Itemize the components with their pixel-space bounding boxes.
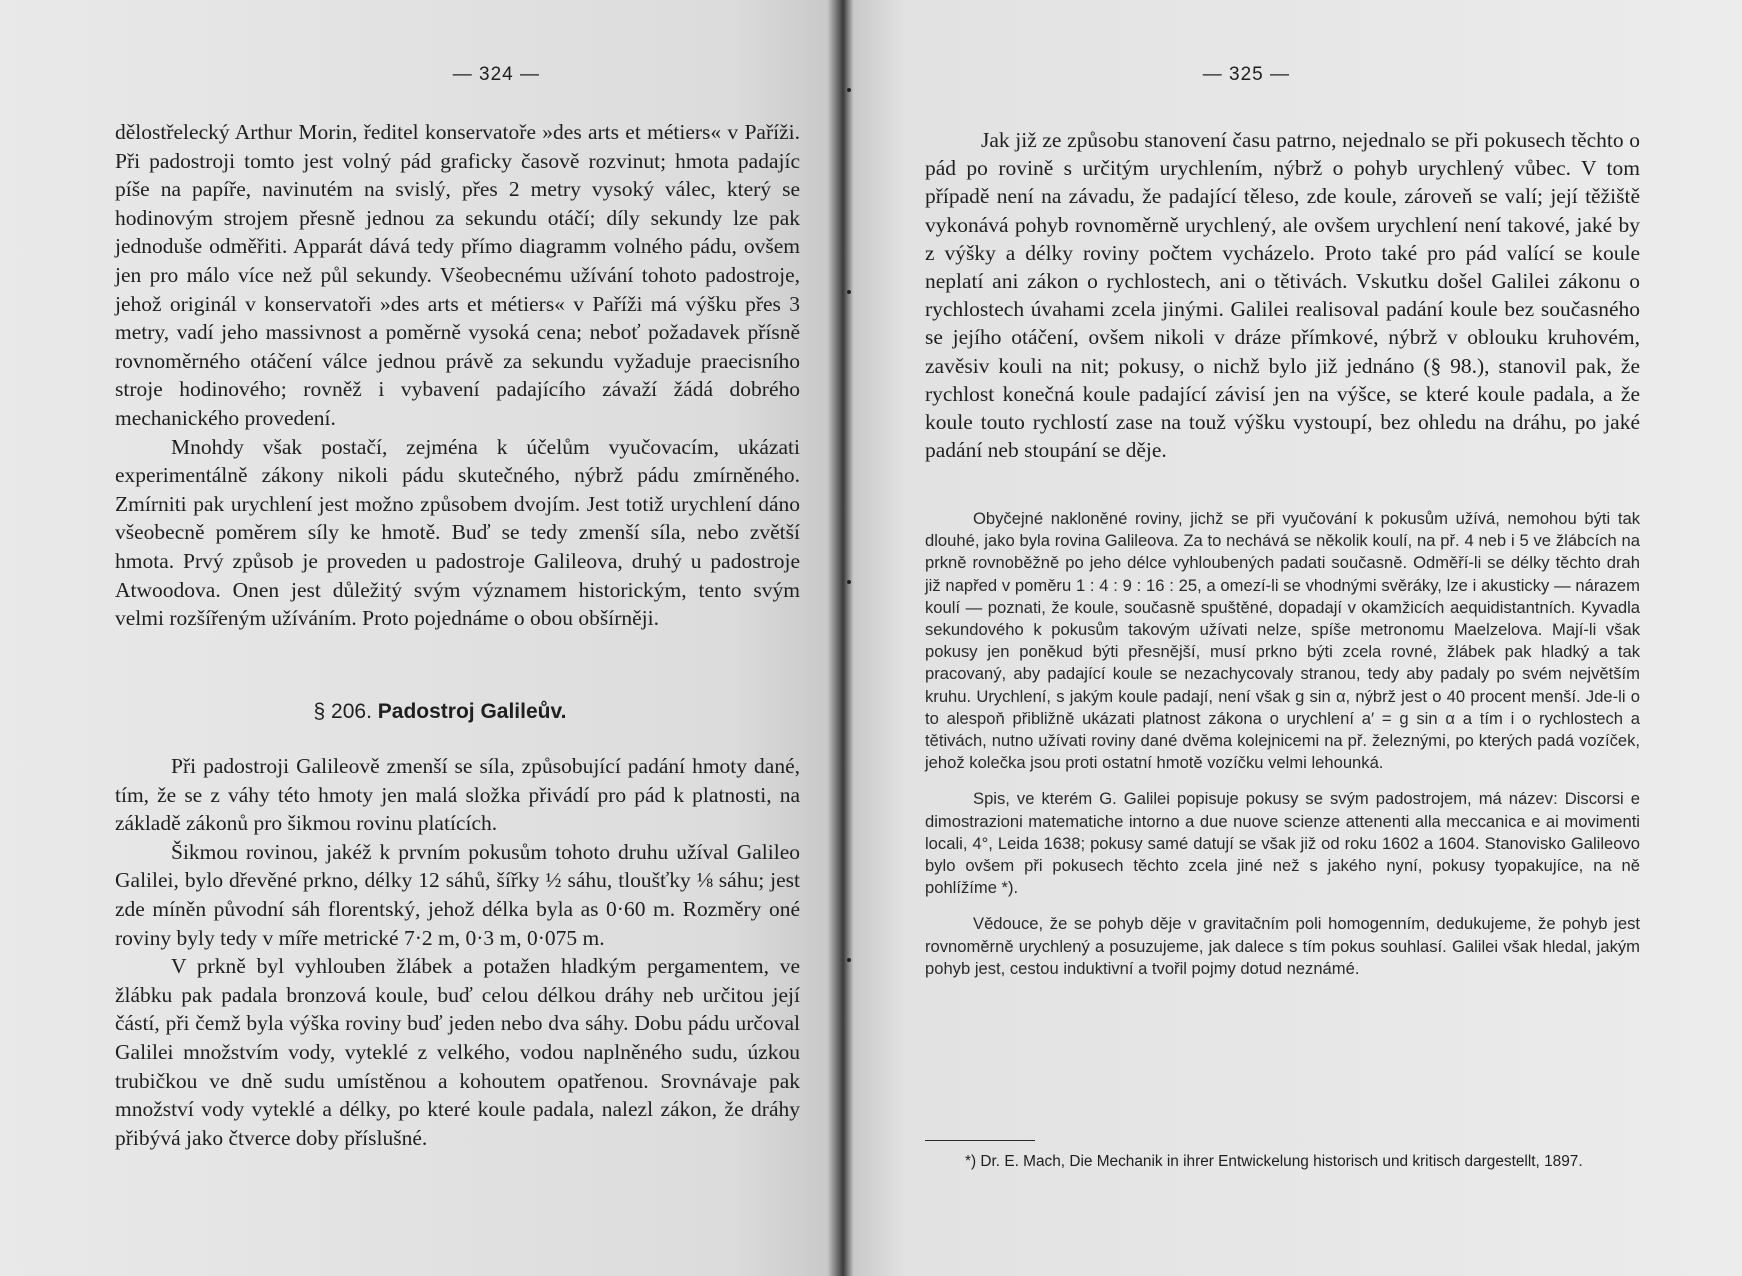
section-number: § 206. [313,700,372,723]
footnote-rule [925,1140,1035,1141]
footnote: *) Dr. E. Mach, Die Mechanik in ihrer Entwickelung historisch und kritisch dargestellt, 1897. [965,1153,1583,1170]
page-number-right: — 325 — [1202,64,1290,85]
small-paragraph: Spis, ve kterém G. Galilei popisuje pokusy se svým padostrojem, má název: Discorsi e dimostrazioni matematiche intorno a due nuove scienze attenenti alla meccanica e ai movimenti locali, 4°, Leida 1638; pokusy samé datují se však již od roku 1602 a 1604. Stanovisko Galileovo bylo ovšem při pokusech těchto zcela jiné než s jakého nyní, pokusy tyopakujíce, na ně pohlížíme *). [925,789,1640,898]
section-heading [60,700,820,724]
right-small-text [925,508,1640,980]
paragraph: V prkně byl vyhlouben žlábek a potažen hladkým pergamentem, ve žlábku pak padala bronzová koule, buď celou délkou dráhy neb určitou její částí, při čemž byla výška roviny buď jeden nebo dva sáhy. Dobu pádu určoval Galilei množstvím vody, vyteklé z velkého, vodou naplněného sudu, úzkou trubičkou ve dně sudu umístěnou a kohoutem opatřenou. Srovnávaje pak množství vody vyteklé a délky, po které koule padala, nalezl zákon, že dráhy přibývá jako čtverce doby příslušné. [115,954,800,1150]
left-text-bottom [115,752,800,1152]
right-page [870,0,1690,1276]
paragraph: Jak již ze způsobu stanovení času patrno, nejednalo se při pokusech těchto o pád po rovině s určitým urychlením, nýbrž o pohyb urychlený vůbec. V tom případě není na závadu, že padající těleso, zde koule, zároveň se valí; její těžiště vykonává pohyb rovnoměrně urychlený, ale ovšem urychlení není takové, jaké by z výšky a délky roviny počtem vycházelo. Proto také pro pád valící se koule neplatí ani zákon o rychlostech, ani o tětivách. Vskutku došel Galilei zákonu o rychlostech úvahami zcela jinými. Galilei realisoval padání koule bez současného se jejího otáčení, ovšem nikoli v dráze přímkové, nýbrž v oblouku kruhovém, zavěsiv kouli na nit; pokusy, o nichž bylo již jednáno (§ 98.), stanovil pak, že rychlost konečná koule padající závisí jen na výšce, se které koule padala, a že koule touto rychlostí zase na touž výšku vystoupí, bez ohledu na dráhu, po jaké padání neb stoupání se děje. [925,128,1640,463]
paragraph: dělostřelecký Arthur Morin, ředitel konservatoře »des arts et métiers« v Paříži. Při padostroji tomto jest volný pád graficky časově rozvinut; hmota padajíc píše na papíře, navinutém na svislý, přes 2 metry vysoký válec, který se hodinovým strojem přesně jednou za sekundu otáčí; díly sekundy lze pak jednoduše odměřiti. Apparát dává tedy přímo diagramm volného pádu, ovšem jen pro málo více než půl sekundy. Všeobecnému užívání tohoto padostroje, jehož originál v konservatoři »des arts et métiers« v Paříži má výšku přes 3 metry, vadí jeho massivnost a poměrně vysoká cena; neboť požadavek přísně rovnoměrného otáčení válce jednou právě za sekundu vyžaduje praecisního stroje hodinového; rovněž i vybavení padajícího závaží žádá dobrého mechanického provedení. [115,120,800,430]
paragraph: Při padostroji Galileově zmenší se síla, způsobující padání hmoty dané, tím, že se z váhy této hmoty jen malá složka přivádí pro pád k platnosti, na základě zákonů pro šikmou rovinu platících. [115,754,800,836]
left-text-top [115,118,800,633]
right-text-main [925,126,1640,464]
paragraph: Mnohdy však postačí, zejména k účelům vyučovacím, ukázati experimentálně zákony nikoli pádu skutečného, nýbrž pádu zmírněného. Zmírniti pak urychlení jest možno způsobem dvojím. Jest totiž urychlení dáno všeobecně poměrem síly ke hmotě. Buď se tedy zmenší síla, nebo zvětší hmota. Prvý způsob je proveden u padostroje Galileova, druhý u padostroje Atwoodova. Onen jest důležitý svým významem historickým, tento svým velmi rozšířeným užíváním. Proto pojednáme o obou obšírněji. [115,434,800,631]
paragraph: Šikmou rovinou, jakéž k prvním pokusům tohoto druhu užíval Galileo Galilei, bylo dřevěné prkno, délky 12 sáhů, šířky ½ sáhu, tloušťky ⅛ sáhu; jest zde míněn původní sáh florentský, jehož délka byla as 0·60 m. Rozměry oné roviny byly tedy v míře metrické 7·2 m, 0·3 m, 0·075 m. [115,839,800,950]
small-paragraph: Vědouce, že se pohyb děje v gravitačním poli homogenním, dedukujeme, že pohyb jest rovnoměrně urychlený a posuzujeme, jak dalece s tím pokus souhlasí. Galilei však hledal, jakým pohyb jest, cestou induktivní a tvořil pojmy dotud neznámé. [925,914,1640,978]
gutter-mark [847,580,851,584]
gutter-mark [847,290,851,294]
left-page [60,0,820,1276]
gutter-mark [847,88,851,92]
section-title: Padostroj Galileův. [377,700,567,723]
page-number-left: — 324 — [452,64,540,85]
gutter-mark [847,958,851,962]
small-paragraph: Obyčejné nakloněné roviny, jichž se při vyučování k pokusům užívá, nemohou býti tak dlouhé, jako byla rovina Galileova. Za to nechává se několik koulí, na př. 4 neb i 5 ve žlábcích na prkně rovnoběžně po jeho délce vyhloubených padati současně. Odměří-li se délky těchto drah již napřed v poměru 1 : 4 : 9 : 16 : 25, a omezí-li se vhodnými svěráky, lze i akusticky — nárazem koulí — poznati, že koule, současně spuštěné, dopadají v okamžicích aequidistantních. Kyvadla sekundového k pokusům takovým užívati nelze, spíše metronomu Maelzelova. Mají-li však pokusy jen poněkud býti přesnější, musí prkno býti zcela rovné, žlábek pak hladký a tak pracovaný, aby padající koule se nezachycovaly stranou, tedy aby padaly po svém největším kruhu. Urychlení, s jakým koule padají, není však g sin α, nýbrž jest o 40 procent menší. Jde-li o to alespoň přibližně ukázati platnost zákona o urychlení a′ = g sin α a tím i o rychlostech a tětivách, nutno užívati roviny dané dvěma kolejnicemi na př. železnými, po kterých padá vozíček, jehož kolečka jsou proti ostatní hmotě vozíčku velmi lehounká. [925,509,1640,773]
